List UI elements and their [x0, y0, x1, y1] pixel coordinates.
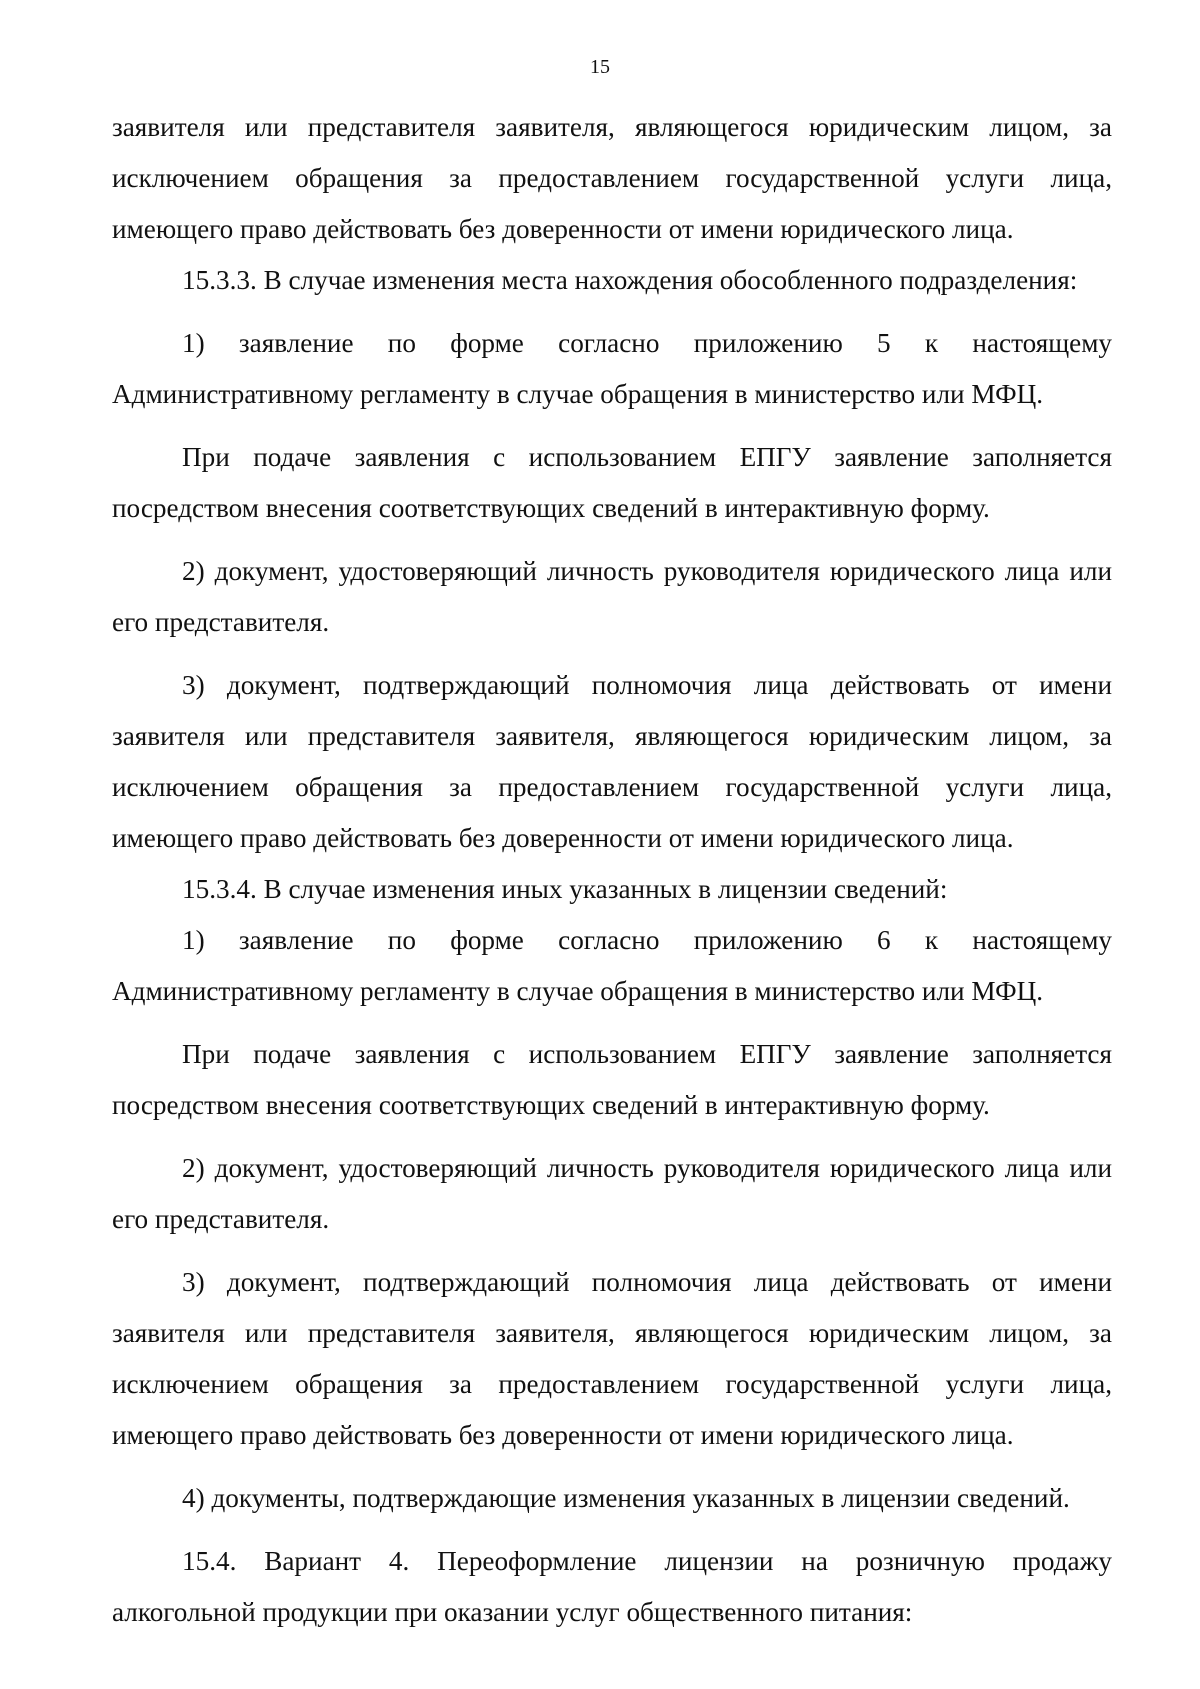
paragraph-15-3-3-item-3: 3) документ, подтверждающий полномочия лица действовать от имени заявителя или представителя заявителя, являющегося юридическим лицом, за исключением обращения за предоставлением государственной услуги лица, имеющего право действовать без доверенности от имени юридического лица. [112, 670, 1112, 853]
paragraph-gap [112, 1017, 1112, 1029]
paragraph-15-3-3-item-2: 2) документ, удостоверяющий личность руководителя юридического лица или его представителя. [112, 556, 1112, 637]
paragraph-15-3-4-item-1: 1) заявление по форме согласно приложению 6 к настоящему Административному регламенту в случае обращения в министерство или МФЦ. [112, 925, 1112, 1006]
paragraph-continuation: заявителя или представителя заявителя, являющегося юридическим лицом, за исключением обращения за предоставлением государственной услуги лица, имеющего право действовать без доверенности от имени юридического лица. [112, 112, 1112, 244]
paragraph-gap [112, 534, 1112, 546]
document-body [112, 102, 1112, 1638]
paragraph-gap [112, 1131, 1112, 1143]
paragraph-gap [112, 648, 1112, 660]
paragraph-gap [112, 1245, 1112, 1257]
paragraph-15-4-heading: 15.4. Вариант 4. Переоформление лицензии на розничную продажу алкогольной продукции при оказании услуг общественного питания: [112, 1546, 1112, 1627]
paragraph-15-3-4-item-4: 4) документы, подтверждающие изменения указанных в лицензии сведений. [182, 1483, 1070, 1513]
paragraph-gap [112, 1524, 1112, 1536]
paragraph-gap [112, 306, 1112, 318]
paragraph-15-3-4-epgu: При подаче заявления с использованием ЕПГУ заявление заполняется посредством внесения соответствующих сведений в интерактивную форму. [112, 1039, 1112, 1120]
paragraph-15-3-3-heading: 15.3.3. В случае изменения места нахождения обособленного подразделения: [182, 265, 1078, 295]
paragraph-15-3-4-item-3: 3) документ, подтверждающий полномочия лица действовать от имени заявителя или представителя заявителя, являющегося юридическим лицом, за исключением обращения за предоставлением государственной услуги лица, имеющего право действовать без доверенности от имени юридического лица. [112, 1267, 1112, 1450]
paragraph-15-3-3-item-1: 1) заявление по форме согласно приложению 5 к настоящему Административному регламенту в случае обращения в министерство или МФЦ. [112, 328, 1112, 409]
paragraph-15-3-3-epgu: При подаче заявления с использованием ЕПГУ заявление заполняется посредством внесения соответствующих сведений в интерактивную форму. [112, 442, 1112, 523]
paragraph-gap [112, 420, 1112, 432]
paragraph-15-3-4-heading: 15.3.4. В случае изменения иных указанных в лицензии сведений: [182, 874, 948, 904]
page-number: 15 [590, 56, 610, 78]
paragraph-gap [112, 1461, 1112, 1473]
paragraph-15-3-4-item-2: 2) документ, удостоверяющий личность руководителя юридического лица или его представителя. [112, 1153, 1112, 1234]
